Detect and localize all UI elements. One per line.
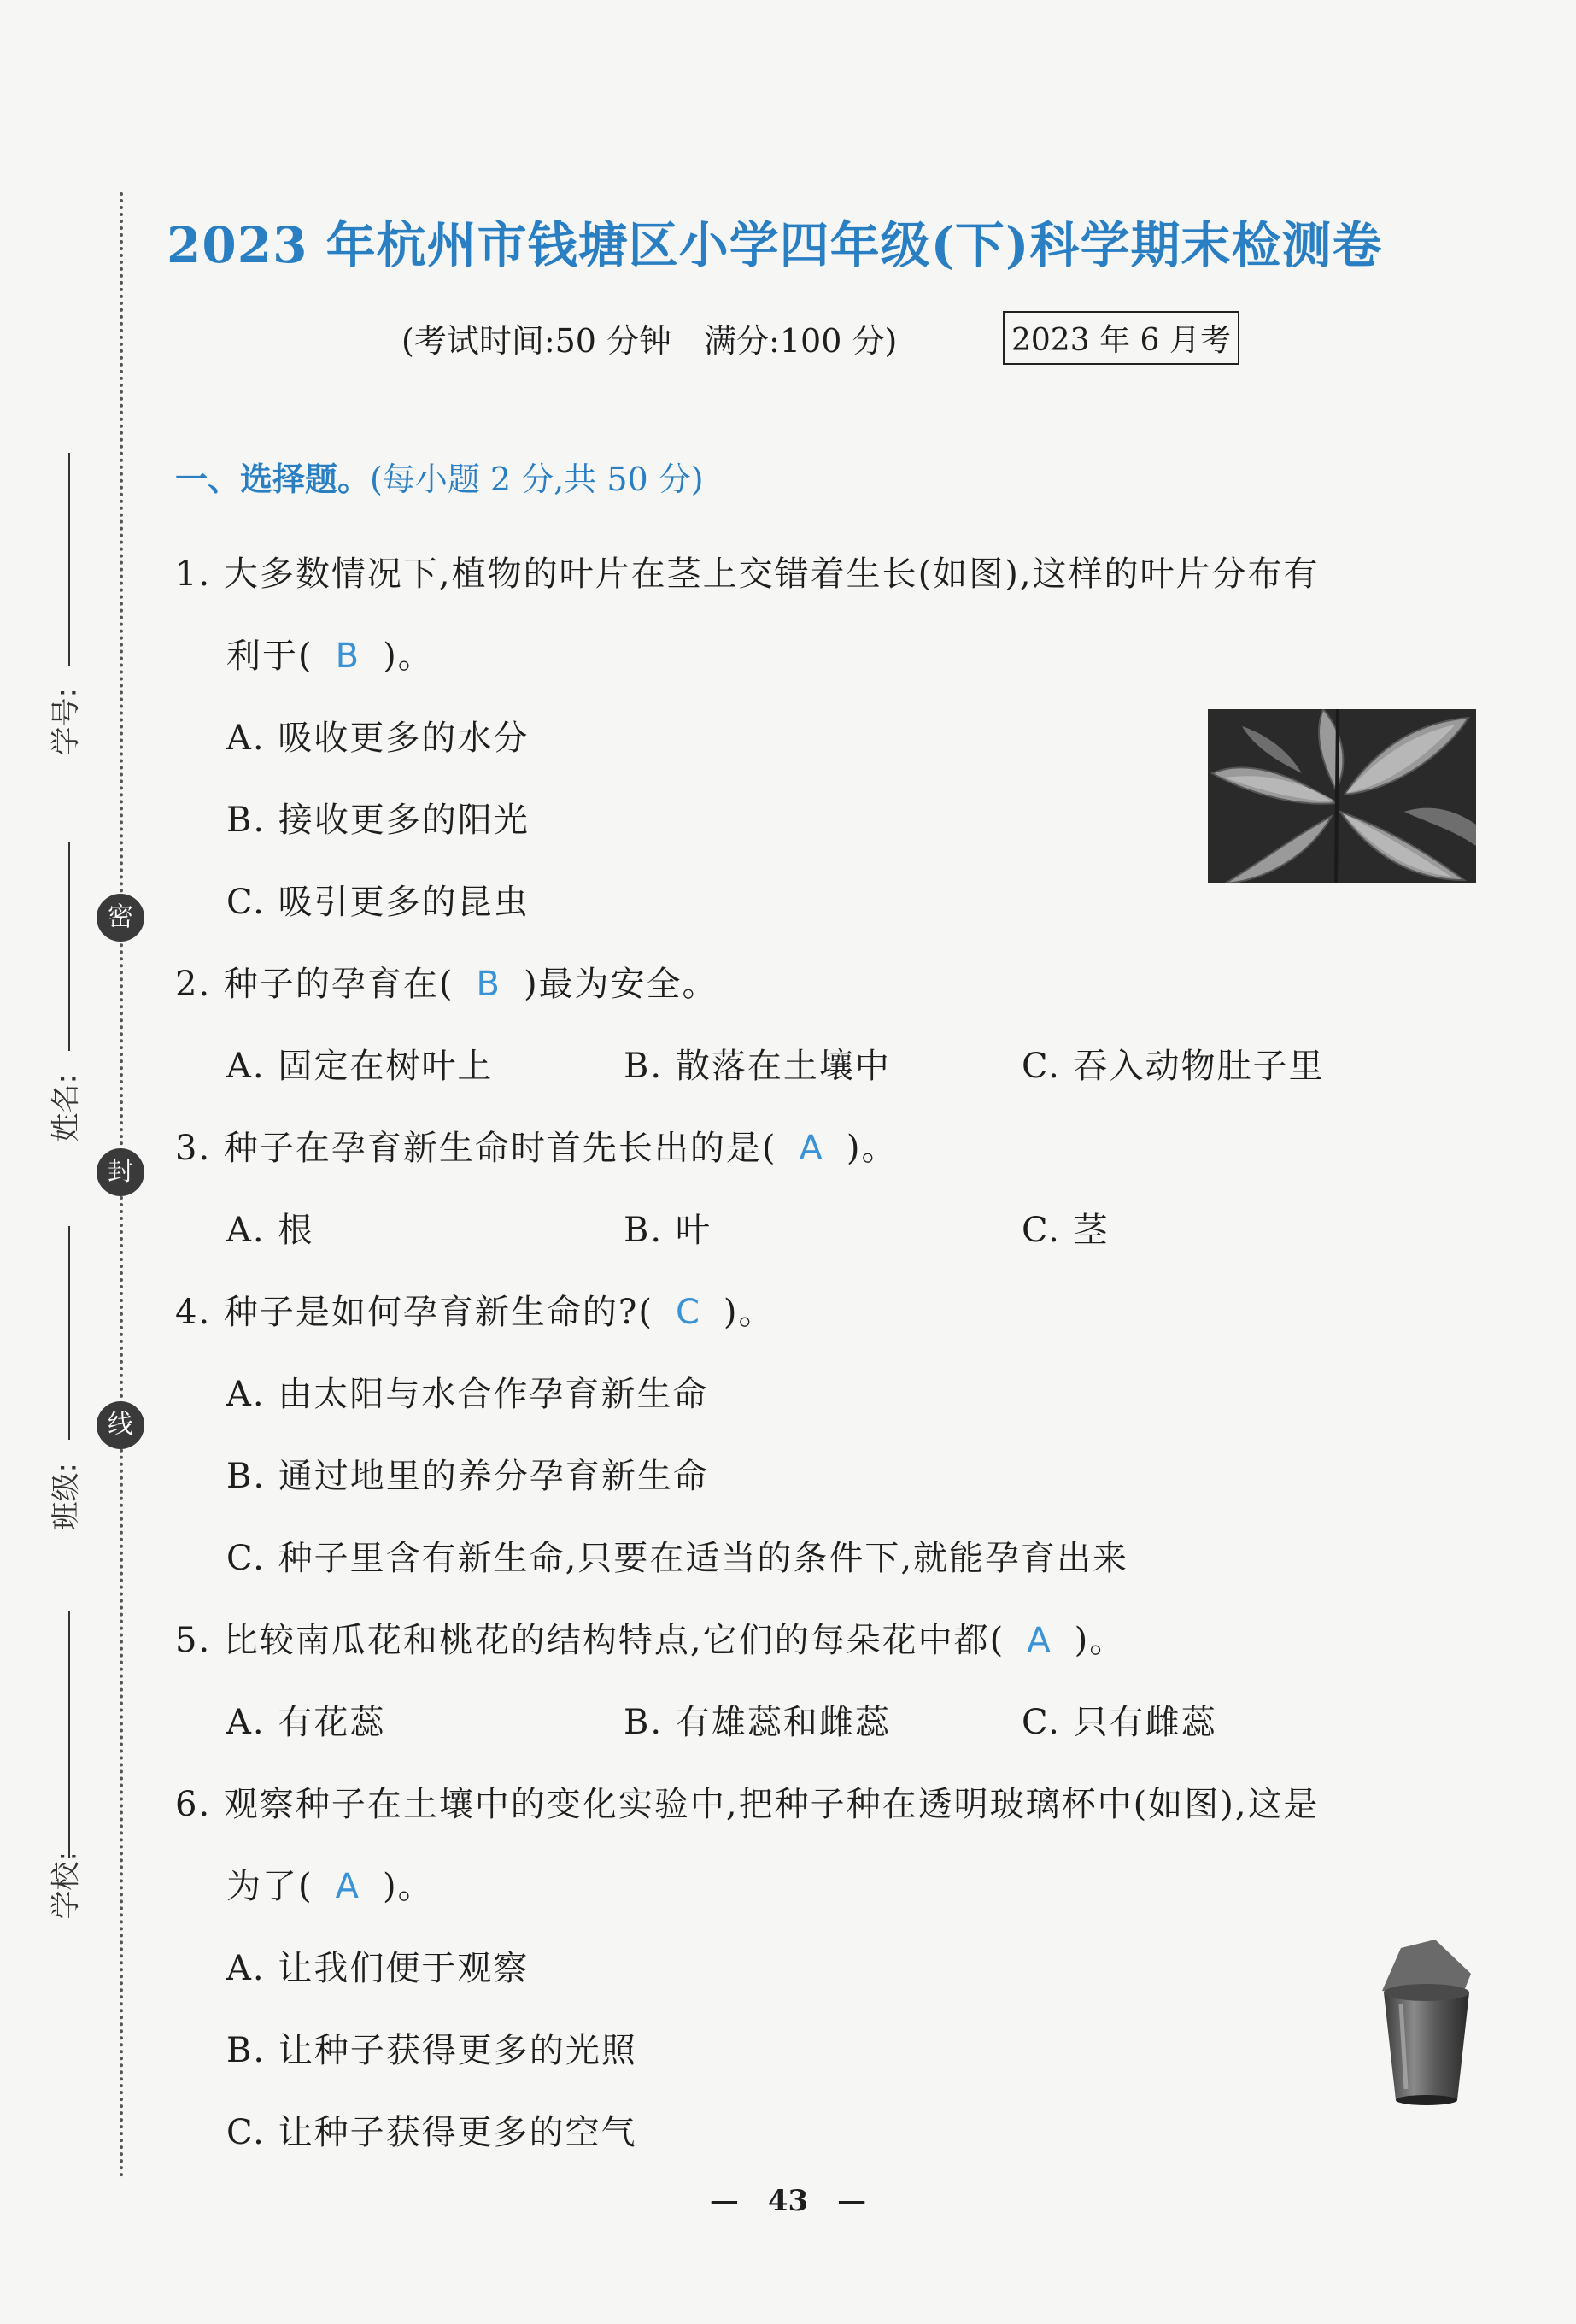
student-name-label: 姓名: [49,1074,84,1142]
student-id-label: 学号: [49,688,84,756]
answer-mark: C [675,1293,701,1332]
question-text: 为了( [226,1867,313,1906]
class-label: 班级: [49,1463,84,1531]
question-text: )。 [846,1129,898,1168]
exam-title: 2023 年杭州市钱塘区小学四年级(下)科学期末检测卷 [167,216,1383,274]
school-label: 学校: [49,1852,84,1920]
question-number: 4. [175,1293,212,1332]
question-1-line-2 [226,629,434,678]
seal-mi: 密 [97,894,144,942]
question-6-option-c: C. 让种子获得更多的空气 [226,2113,637,2152]
class-rule [68,1226,70,1440]
page-number: — 43 — [709,2184,867,2218]
question-number: 3. [175,1129,212,1168]
question-text: )。 [383,637,434,676]
question-6-option-a: A. 让我们便于观察 [226,1949,530,1988]
section-title: 一、选择题。 [175,461,371,498]
question-text: 大多数情况下,植物的叶片在茎上交错着生长(如图),这样的叶片分布有 [223,555,1320,594]
question-1-option-b: B. 接收更多的阳光 [226,801,530,840]
question-text: 观察种子在土壤中的变化实验中,把种子种在透明玻璃杯中(如图),这是 [223,1785,1320,1824]
question-5 [175,1613,1125,1662]
question-3 [175,1121,897,1170]
question-4-option-b: B. 通过地里的养分孕育新生命 [226,1457,709,1496]
plant-leaves-illustration [1208,709,1476,883]
answer-mark: B [476,965,501,1004]
question-1 [175,547,1320,596]
question-1-option-c: C. 吸引更多的昆虫 [226,883,530,922]
question-text: 比较南瓜花和桃花的结构特点,它们的每朵花中都( [223,1621,1005,1660]
plant-leaves-image [1208,709,1476,883]
exam-info: (考试时间:50 分钟 满分:100 分) [401,322,898,360]
question-number: 5. [175,1621,212,1660]
glass-cup-image [1375,1940,1478,2106]
question-4 [175,1285,775,1334]
question-number: 2. [175,965,212,1004]
exam-date-box: 2023 年 6 月考 [1003,311,1239,365]
seal-xian: 线 [97,1401,144,1449]
question-3-option-a: A. 根 [226,1211,314,1250]
question-6-option-b: B. 让种子获得更多的光照 [226,2031,637,2070]
section-note: (每小题 2 分,共 50 分) [370,461,704,498]
question-text: 种子是如何孕育新生命的?( [223,1293,653,1332]
question-3-option-b: B. 叶 [624,1211,712,1250]
question-text: )最为安全。 [523,965,718,1004]
question-2 [175,957,718,1006]
answer-mark: B [335,637,361,676]
section-heading [175,453,704,500]
answer-mark: A [1027,1621,1052,1660]
answer-mark: A [799,1129,824,1168]
seal-feng: 封 [97,1148,144,1196]
question-text: )。 [723,1293,775,1332]
question-text: 种子的孕育在( [223,965,454,1004]
question-5-option-c: C. 只有雌蕊 [1022,1703,1217,1742]
question-number: 6. [175,1785,212,1824]
question-3-option-c: C. 茎 [1022,1211,1110,1250]
question-5-option-b: B. 有雄蕊和雌蕊 [624,1703,891,1742]
question-4-option-a: A. 由太阳与水合作孕育新生命 [226,1375,709,1414]
question-text: )。 [1074,1621,1126,1660]
answer-mark: A [335,1867,360,1906]
question-5-option-a: A. 有花蕊 [226,1703,386,1742]
student-id-rule [68,453,70,666]
question-6 [175,1777,1320,1826]
question-text: 种子在孕育新生命时首先长出的是( [223,1129,777,1168]
school-rule [68,1611,70,1858]
student-name-rule [68,842,70,1051]
question-2-option-b: B. 散落在土壤中 [624,1047,891,1086]
question-text: )。 [382,1867,434,1906]
question-text: 利于( [226,637,313,676]
glass-cup-illustration [1375,1940,1478,2106]
question-4-option-c: C. 种子里含有新生命,只要在适当的条件下,就能孕育出来 [226,1539,1129,1578]
question-2-option-c: C. 吞入动物肚子里 [1022,1047,1325,1086]
question-6-line-2 [226,1859,434,1908]
question-number: 1. [175,555,212,594]
question-1-option-a: A. 吸收更多的水分 [226,719,530,758]
question-2-option-a: A. 固定在树叶上 [226,1047,494,1086]
